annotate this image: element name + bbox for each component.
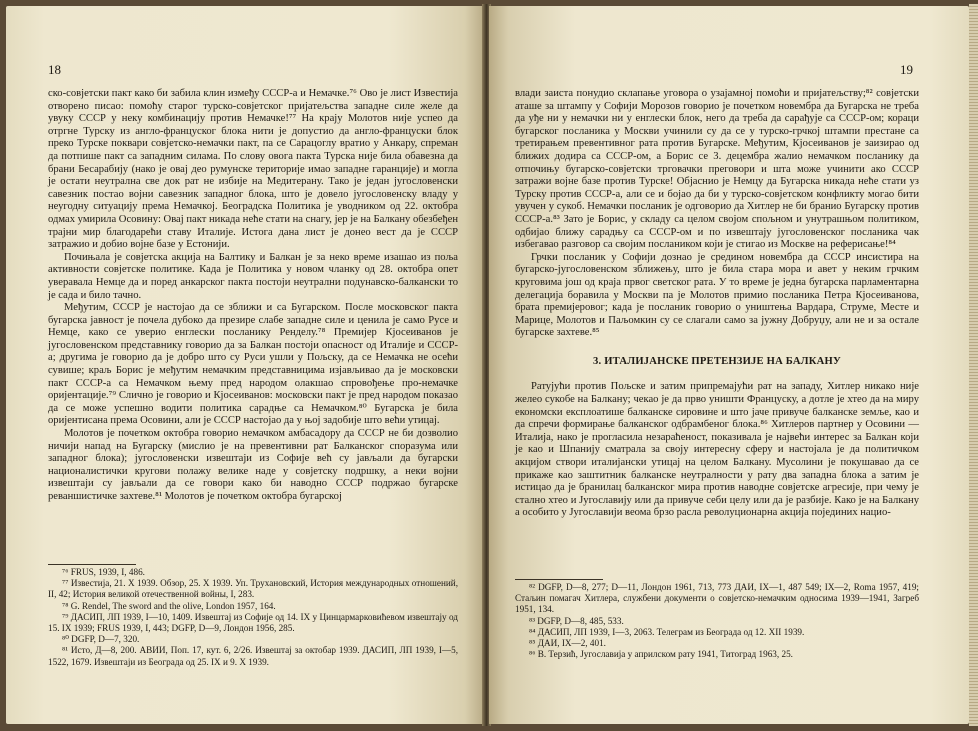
main-text-column (515, 88, 919, 520)
footnote: ⁷⁷ Известија, 21. X 1939. Обзор, 25. X 1939. Уп. Трухановский, История международных отношений, II, 42; История великой отечественной войны, I, 283. (48, 578, 458, 600)
main-text-column (48, 88, 458, 504)
footnote: ⁸⁴ ДАСИП, ЛП 1939, I—3, 2063. Телеграм из Београда од 12. XII 1939. (529, 626, 805, 637)
left-page (6, 6, 484, 724)
paragraph: ско-совјетски пакт како би забила клин између СССР-а и Немачке.⁷⁶ Ово је лист Известија отворено писао: помоћу старог турско-совјетског пријатељства западне силе желе да увуку СССР у неку комбинацију против Немачке!⁷⁷ На крају Молотов није успео да отргне Турску из англо-француског блока нити је допустио да англо-француски блок преко Турске поквари совјетско-немачки пакт, па се Сарацоглу вратио у Анкару, спреман да потпише пакт са западним силама. По слову овога пакта Турска није била обавезна да брани Бесарабију (нако је овај део румунске територије имао западне гаранције) и могла је остати неутрална све док рат не избије на Медитерану. Тако је један југословенски савезник постао војни савезник западног блока, што је довело југословенску владу у неугодну ситуацију према Немачкој. Београдска Политика је уводником од 22. октобра одмах умирила Осовину: Овај пакт никада неће стати на снагу, јер је на Балкану обезбеђен трајни мир благодарећи ставу Италије. Истога дана лист је донео вест да је СССР затражио и добио војне базе у Естонији. (48, 88, 458, 251)
paragraph: Међутим, СССР је настојао да се зближи и са Бугарском. После московског пакта бугарска јавност је почела дубоко да презире слабе западне силе и ценила је само Русе и Немце, како се уверио енглески посланику Ренделу.⁷⁸ Премијер Кјосеиванов је југословенском представнику говорио да за Балкан постоји опасност од Италије и СССР-а; другима је говорио да је добро што су Руси ушли у Пољску, да се Немачка не осећи сувише; краљ Борис је међутим немачким представницима изјављивао да је московски пакт СССР-а са Немачком њему пред народом олакшао спровођење про-немачке оријентације.⁷⁹ Слично је говорио и Кјосеиванов: московски пакт је пред народом показао да се може успешно водити политика сарадње са Немачком.⁸⁰ Бугарска је била оријентисана према Осовини, али је СССР настојао да у њој задобије што већи утицај. (48, 302, 458, 427)
footnote: ⁸³ DGFP, D—8, 485, 533. (529, 615, 624, 626)
footnote-divider (515, 579, 603, 580)
paragraph: Почињала је совјетска акција на Балтику и Балкан је за неко време изашао из поља активности совјетске политике. Када је Политика у новом чланку од 28. октобра опет уверавала Немце да и поред анкарског пакта постоји неутрални подунавско-балкански то је сада и било тачно. (48, 251, 458, 301)
footnote: ⁷⁹ ДАСИП, ЛП 1939, I—10, 1409. Извештај из Софије од 14. IX у Цинцармарковићевом извештају од 15. IX 1939; FRUS 1939, I, 443; DGFP, D—9, Лондон 1956, 285. (48, 611, 458, 634)
footnote: ⁷⁶ FRUS, 1939, I, 486. (62, 567, 145, 577)
footnote-divider (48, 564, 136, 565)
right-page (489, 6, 969, 724)
page-edges (969, 4, 978, 726)
footnote: ⁸⁶ В. Терзић, Југославија у априлском рату 1941, Титоград 1963, 25. (529, 649, 793, 660)
footnote: ⁷⁸ G. Rendel, The sword and the olive, London 1957, 164. (62, 600, 276, 611)
footnote: ⁸⁵ ДАИ, IX—2, 401. (529, 638, 606, 649)
paragraph: влади заиста понудио склапање уговора о узајамној помоћи и пријатељству;⁸² совјетски аташе за штампу у Софији Морозов говорио је почетком новембра да Бугарска не треба да уђе ни у немачки ни у енглески блок, него да треба да сарађује са СССР-ом; кораци бугарског посланика у Москви учинили су да се у турско-грчкој штампи престане са третирањем превентивног рата против Бугарске. Међутим, Кјосеиванов је заизирао од ближих додира са СССР-ом, а Борис се 3. децембра жалио немачком посланику да отпочињу бугарско-совјетски трговачки преговори и шта може учинити ако СССР затражи војне базе против Турске! Објаснио је Немцу да Бугарска никада неће стати уз Турску против СССР-а, али се и бојао да би у турско-совјетском конфликту могао бити увучен у сукоб. Немачки посланик је одговорио да Хитлер не би бранио Бугарску против СССР-а.⁸³ Зато је Борис, у складу са целом својом спољном и унутрашњом политиком, одбијао ближу сарадњу са СССР-ом и по извештају југословенског посланика чак избегавао разговор са својим послаником који је стигао из Москве на реферисање!⁸⁴ (515, 88, 919, 251)
section-heading: 3. ИТАЛИЈАНСКЕ ПРЕТЕНЗИЈЕ НА БАЛКАНУ (593, 355, 841, 367)
footnote: ⁸¹ Исто, Д—8, 200. АВИИ, Поп. 17, кут. 6, 2/26. Извештај за октобар 1939. ДАСИП, ЛП 1939, I—5, 1522, 1679. Извештаји из Београда од 25. IX и 9. X 1939. (48, 645, 458, 667)
page-number: 18 (48, 62, 61, 77)
paragraph: Ратујући против Пољске и затим припремајући рат на западу, Хитлер никако није желео сукобе на Балкану; чекао је да прво уништи Француску, а дотле је хтео да на миру економски експлоатише балканске сировине и што јаче привуче балканске земље, као и да спречи формирање балканског одбрамбеног блока.⁸⁶ Хитлеров партнер у Осовини — Италија, нако је прогласила незараћеност, показивала је највећи интерес за Балкан који је као и Шпанију сматрала за своју интересну сферу и настојала је да политичком акцијом створи италијански утицај на целом Балкану. Мусолини је покушавао да се прикаже као заштитник балканске неутралности у рату два западна блока а затим је истицао да је бранилац балканског мира против наводне совјетске агресије, при чему је стално хтео и Југославију или да привуче себи целу или да је разбије. Како је на Балкану а особито у Југославији веома брзо расла револуционарна акција појединих нацио- (515, 381, 919, 519)
paragraph: Грчки посланик у Софији дознао је средином новембра да СССР инсистира на бугарско-југословенском зближењу, што је била стара мора и авет у неким грчким круговима још од краја првог светског рата. У то време је једна бугарска парламентарна делегација боравила у Москви па је Молотов примио посланика Петра Кјосеиванова, брата премијеровог; када је посланик говорио о уништења Вардара, Струме, Месте и Марице, Молотов и Паљомкин су се слагали само за јужну Добруџу, али не и за остале бугарске захтеве.⁸⁵ (515, 251, 919, 339)
footnotes (48, 567, 458, 668)
footnotes (515, 582, 919, 660)
footnote: ⁸² DGFP, D—8, 277; D—11, Лондон 1961, 713, 773 ДАИ, IX—1, 487 549; IX—2, Roma 1957, 419; Стаљин помагач Хитлера, службени документи о совјетско-немачким односима 1939—1941, Загреб 1951, 134. (515, 582, 919, 615)
paragraph: Молотов је почетком октобра говорио немачком амбасадору да СССР не би дозволио ничији напад на Бугарску (мислио је на превентивни рат Балканског споразума или западног блока); југословенски извештаји из Софије већ су јављали да бугарски националистички кругови полажу велике наде у совјетску подршку, а неки војни извештаји су јављали да се говори како би наводно СССР подржао бугарске реваншистичке захтеве.⁸¹ Молотов је почетком октобра бугарској (48, 428, 458, 502)
page-number: 19 (900, 62, 913, 77)
footnote: ⁸⁰ DGFP, D—7, 320. (62, 634, 140, 645)
